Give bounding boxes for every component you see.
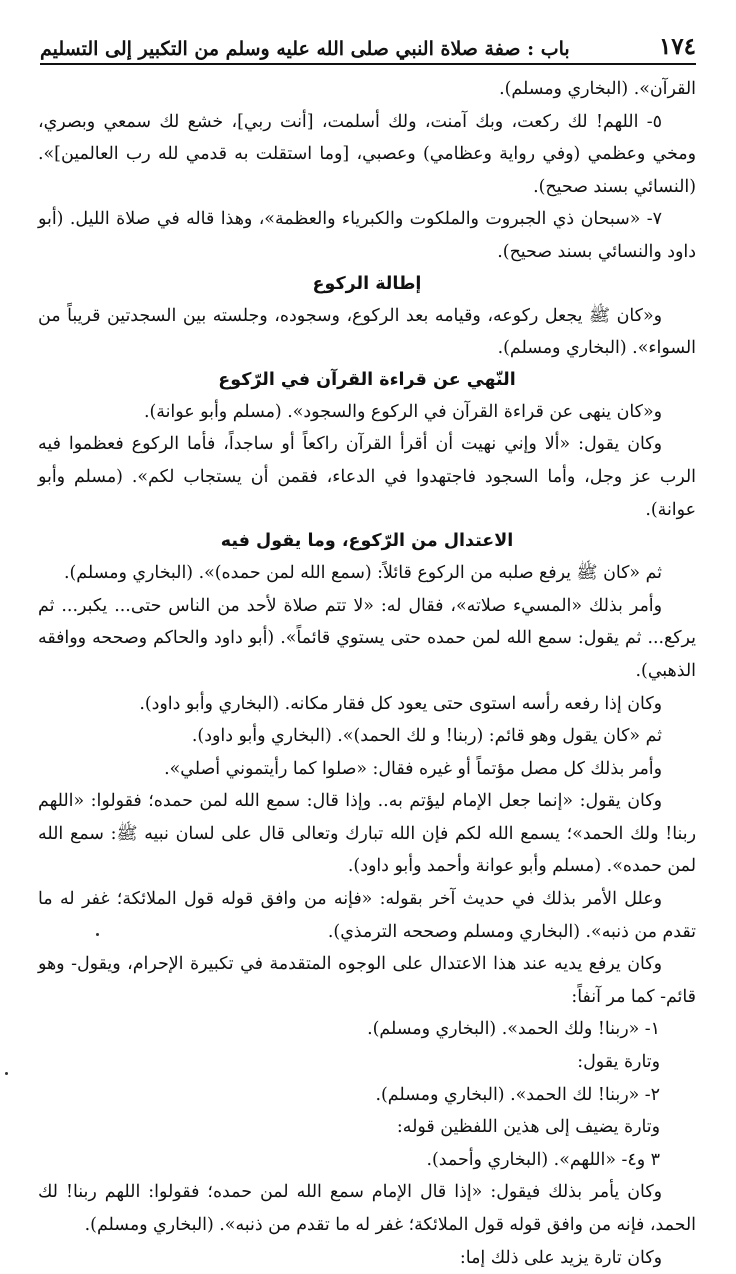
page-number: ١٧٤ (658, 33, 696, 60)
paragraph: وكان يرفع يديه عند هذا الاعتدال على الوجوه المتقدمة في تكبيرة الإحرام، ويقول- وهو قائم- كما مر آنفاً: (38, 954, 696, 1007)
page-header (40, 22, 696, 65)
paragraph: ٥- اللهم! لك ركعت، وبك آمنت، ولك أسلمت، [أنت ربي]، خشع لك سمعي وبصري، ومخي وعظمي (وفي رواية وعظامي) وعصبي، [وما استقلت به قدمي لله رب العالمين]». (النسائي بسند صحيح). (38, 111, 696, 197)
paragraph: و«كان ينهى عن قراءة القرآن في الركوع والسجود». (مسلم وأبو عوانة). (143, 401, 662, 422)
paragraph: القرآن». (البخاري ومسلم). (499, 79, 696, 99)
paragraph: وكان يقول: «ألا وإني نهيت أن أقرأ القرآن راكعاً أو ساجداً، فأما الركوع فعظموا فيه الرب عز وجل، وأما السجود فاجتهدوا في الدعاء، فقمن أن يستجاب لكم». (مسلم وأبو عوانة). (38, 434, 696, 520)
paragraph: ثم «كان يقول وهو قائم: (ربنا! و لك الحمد)». (البخاري وأبو داود). (191, 726, 662, 747)
stray-dot-mark (5, 1072, 8, 1075)
paragraph: ثم «كان ﷺ يرفع صلبه من الركوع قائلاً: (سمع الله لمن حمده)». (البخاري ومسلم). (63, 563, 662, 584)
paragraph: ١- «ربنا! ولك الحمد». (البخاري ومسلم). (367, 1019, 660, 1040)
stray-dot-mark (96, 933, 99, 936)
section-heading: النّهي عن قراءة القرآن في الرّكوع (218, 369, 516, 390)
paragraph: وعلل الأمر بذلك في حديث آخر بقوله: «فإنه من وافق قوله قول الملائكة؛ غفر له ما تقدم من ذنبه». (البخاري ومسلم وصححه الترمذي). (38, 889, 696, 942)
book-page (0, 22, 736, 1268)
paragraph: وأمر بذلك «المسيء صلاته»، فقال له: «لا تتم صلاة لأحد من الناس حتى... يكبر... ثم يركع... ثم يقول: سمع الله لمن حمده حتى يستوي قائماً». (أبو داود والحاكم وصححه ووافقه الذهبي). (38, 595, 696, 681)
paragraph: وتارة يضيف إلى هذين اللفظين قوله: (396, 1117, 660, 1138)
section-heading: إطالة الركوع (312, 273, 422, 294)
paragraph: و«كان ﷺ يجعل ركوعه، وقيامه بعد الركوع، وسجوده، وجلسته بين السجدتين قريباً من السواء». (البخاري ومسلم). (38, 305, 696, 359)
paragraph: ٧- «سبحان ذي الجبروت والملكوت والكبرياء والعظمة»، وهذا قاله في صلاة الليل. (أبو داود والنسائي بسند صحيح). (38, 209, 696, 262)
paragraph: وكان يأمر بذلك فيقول: «إذا قال الإمام سمع الله لمن حمده؛ فقولوا: اللهم ربنا! لك الحمد، فإنه من وافق قوله قول الملائكة؛ غفر له ما تقدم من ذنبه». (البخاري ومسلم). (38, 1182, 696, 1235)
paragraph: وكان تارة يزيد على ذلك إما: (459, 1247, 662, 1268)
paragraph: وأمر بذلك كل مصل مؤتماً أو غيره فقال: «صلوا كما رأيتموني أصلي». (164, 758, 662, 779)
paragraph: ٢- «ربنا! لك الحمد». (البخاري ومسلم). (375, 1084, 660, 1105)
section-heading: الاعتدال من الرّكوع، وما يقول فيه (220, 531, 514, 552)
paragraph: وكان يقول: «إنما جعل الإمام ليؤتم به.. وإذا قال: سمع الله لمن حمده؛ فقولوا: «اللهم ربنا! ولك الحمد»؛ يسمع الله لكم فإن الله تبارك وتعالى قال على لسان نبيه ﷺ: سمع الله لمن حمده». (مسلم وأبو عوانة وأحمد وأبو داود). (38, 791, 696, 877)
chapter-title: باب : صفة صلاة النبي صلى الله عليه وسلم من التكبير إلى التسليم (40, 38, 570, 60)
paragraph: وكان إذا رفعه رأسه استوى حتى يعود كل فقار مكانه. (البخاري وأبو داود). (139, 693, 662, 714)
paragraph: وتارة يقول: (577, 1052, 660, 1073)
paragraph: ٣ و٤- «اللهم». (البخاري وأحمد). (426, 1149, 660, 1170)
